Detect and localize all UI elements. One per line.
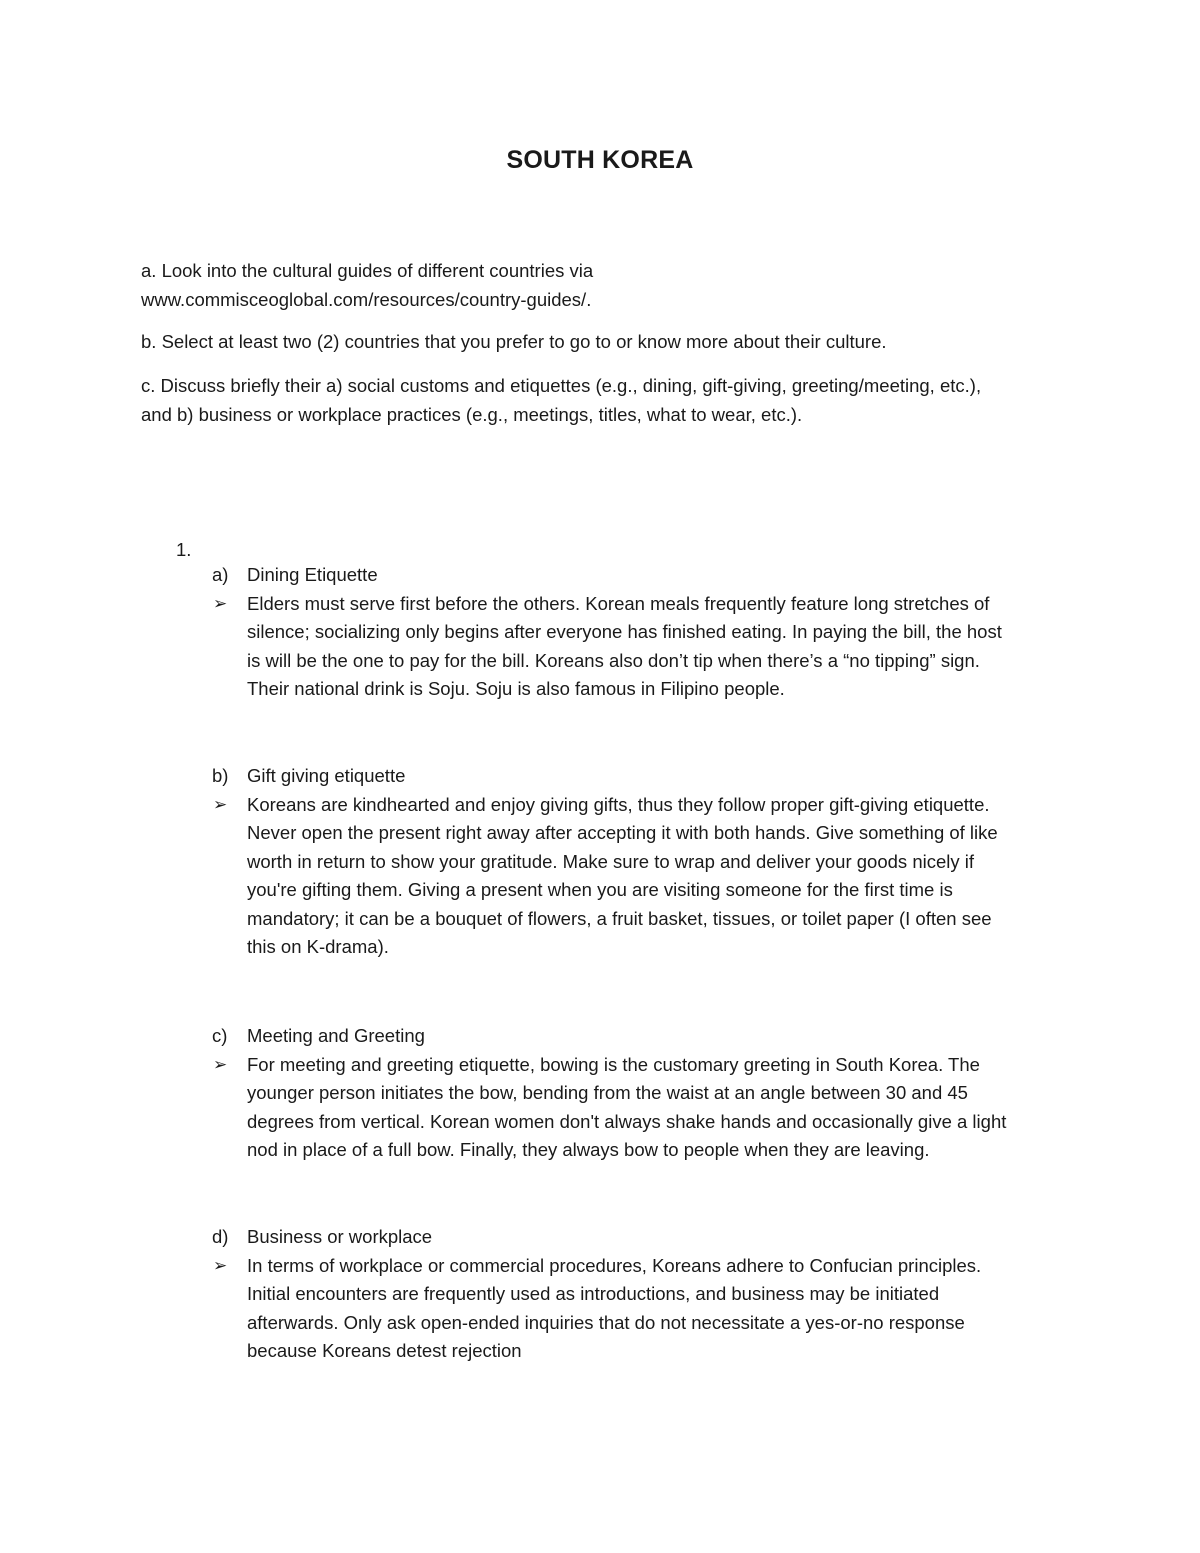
instruction-b (141, 328, 1071, 357)
section-heading-text: Gift giving etiquette (247, 765, 406, 786)
instruction-a-line2: www.commisceoglobal.com/resources/country-guides/. (141, 288, 592, 310)
paragraph-line: younger person initiates the bow, bending from the waist at an angle between 30 and 45 (247, 1082, 968, 1103)
paragraph-line: Never open the present right away after accepting it with both hands. Give something of like (247, 822, 998, 843)
section-letter: a) (212, 564, 229, 585)
section-heading-text: Meeting and Greeting (247, 1025, 425, 1046)
paragraph-line: afterwards. Only ask open-ended inquiries that do not necessitate a yes-or-no response (247, 1311, 965, 1333)
paragraph-line: For meeting and greeting etiquette, bowing is the customary greeting in South Korea. The (247, 1053, 980, 1075)
paragraph-line: you're gifting them. Giving a present when you are visiting someone for the first time is (247, 879, 953, 900)
paragraph-line: Koreans are kindhearted and enjoy giving gifts, thus they follow proper gift-giving etiquette. (247, 793, 990, 815)
arrow-bullet-icon: ➢ (213, 593, 228, 613)
paragraph-line: Initial encounters are frequently used as introductions, and business may be initiated (247, 1283, 940, 1304)
section-heading-text: Business or workplace (247, 1226, 433, 1247)
bullet-paragraph (247, 1252, 1067, 1366)
instruction-b-text: b. Select at least two (2) countries that you prefer to go to or know more about their culture. (141, 331, 887, 352)
section-heading (212, 1223, 432, 1252)
bullet-paragraph (247, 1051, 1067, 1165)
section-heading (212, 1022, 425, 1051)
section-letter: d) (212, 1226, 229, 1247)
arrow-bullet-icon: ➢ (213, 1255, 228, 1275)
instruction-c-line2: and b) business or workplace practices (e.g., meetings, titles, what to wear, etc.). (141, 403, 803, 425)
paragraph-line: silence; socializing only begins after everyone has finished eating. In paying the bill, the host (247, 621, 1002, 642)
instruction-a (141, 257, 1071, 314)
section-letter: b) (212, 765, 229, 786)
bullet-paragraph (247, 590, 1067, 704)
section-heading (212, 561, 378, 590)
paragraph-line: because Koreans detest rejection (247, 1340, 522, 1361)
paragraph-line: this on K-drama). (247, 936, 389, 957)
paragraph-line: nod in place of a full bow. Finally, they always bow to people when they are leaving. (247, 1139, 930, 1160)
arrow-bullet-icon: ➢ (213, 1054, 228, 1074)
page-title: SOUTH KOREA (506, 146, 694, 174)
section-heading (212, 762, 405, 791)
paragraph-line: mandatory; it can be a bouquet of flowers, a fruit basket, tissues, or toilet paper (I often see (247, 907, 992, 929)
bullet-paragraph (247, 791, 1067, 962)
instruction-c-line1: c. Discuss briefly their a) social customs and etiquettes (e.g., dining, gift-giving, greeting/meeting, etc.), (141, 375, 982, 396)
list-number: 1. (176, 539, 192, 560)
paragraph-line: worth in return to show your gratitude. Make sure to wrap and deliver your goods nicely if (247, 850, 975, 872)
section-letter: c) (212, 1025, 228, 1046)
instruction-c (141, 372, 1071, 429)
arrow-bullet-icon: ➢ (213, 794, 228, 814)
paragraph-line: is will be the one to pay for the bill. Koreans also don’t tip when there’s a “no tipping” sign. (247, 649, 980, 671)
paragraph-line: Elders must serve first before the others. Korean meals frequently feature long stretches of (247, 592, 990, 614)
paragraph-line: Their national drink is Soju. Soju is also famous in Filipino people. (247, 678, 785, 699)
paragraph-line: In terms of workplace or commercial procedures, Koreans adhere to Confucian principles. (247, 1254, 982, 1276)
instruction-a-line1: a. Look into the cultural guides of different countries via (141, 260, 594, 281)
section-heading-text: Dining Etiquette (247, 564, 378, 585)
paragraph-line: degrees from vertical. Korean women don't always shake hands and occasionally give a light (247, 1110, 1007, 1132)
